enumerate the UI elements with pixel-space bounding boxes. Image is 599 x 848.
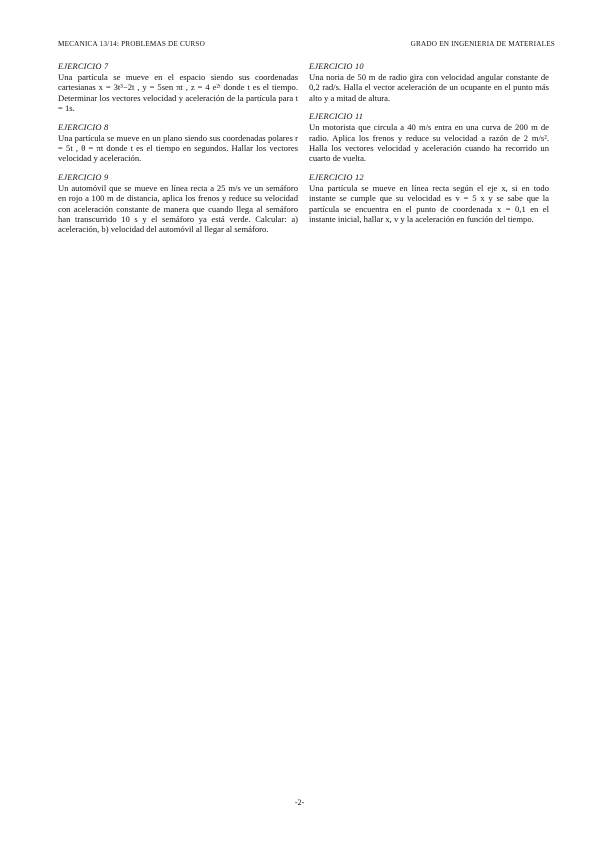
exercise-statement: Una partícula se mueve en el espacio siendo sus coordenadas cartesianas x = 3t³−2t , y = 5sen πt , z = 4 e²ᵗ donde t es el tiempo. Determinar los vectores velocidad y aceleración de la partícula para t = 1s. <box>58 72 298 114</box>
exercise-12 <box>309 173 549 225</box>
exercise-9 <box>58 173 298 235</box>
degree-title: GRADO EN INGENIERIA DE MATERIALES <box>410 40 555 48</box>
course-title: MECANICA 13/14: PROBLEMAS DE CURSO <box>58 40 205 48</box>
exercise-11 <box>309 112 549 164</box>
exercise-statement: Una partícula se mueve en línea recta según el eje x, si en todo instante se cumple que su velocidad es v = 5 x y se sabe que la partícula se encuentra en el punto de coordenada x = 0,1 en el instante inicial, hallar x, v y la aceleración en función del tiempo. <box>309 182 549 225</box>
exercise-statement: Una noria de 50 m de radio gira con velocidad angular constante de 0,2 rad/s. Halla el vector aceleración de un ocupante en el punto más alto y a mitad de altura. <box>309 72 549 103</box>
exercise-statement: Un motorista que circula a 40 m/s entra en una curva de 200 m de radio. Aplica los frenos y reduce su velocidad a razón de 2 m/s². Halla los vectores velocidad y aceleración cuando ha recorrido un cuarto de vuelta. <box>309 122 549 164</box>
exercise-statement: Una partícula se mueve en un plano siendo sus coordenadas polares r = 5t , θ = πt donde t es el tiempo en segundos. Hallar los vectores velocidad y aceleración. <box>58 132 298 164</box>
exercise-title: EJERCICIO 8 <box>58 122 109 132</box>
exercise-8 <box>58 123 298 164</box>
page-header <box>58 40 555 52</box>
page-number: -2- <box>294 798 305 807</box>
left-column <box>58 62 298 244</box>
exercise-title: EJERCICIO 11 <box>309 112 364 122</box>
exercise-title: EJERCICIO 7 <box>58 62 109 71</box>
exercise-statement: Un automóvil que se mueve en línea recta a 25 m/s ve un semáforo en rojo a 100 m de distancia, aplica los frenos y reduce su velocidad con aceleración constante de manera que cuando llega al semáforo han transcurrido 10 s y el semáforo ya está verde. Calcular: a) aceleración, b) velocidad del automóvil al llegar al semáforo. <box>58 182 298 235</box>
exercise-title: EJERCICIO 9 <box>58 172 109 182</box>
exercise-title: EJERCICIO 12 <box>309 172 364 182</box>
exercise-title: EJERCICIO 10 <box>309 62 364 71</box>
exercise-10 <box>309 62 549 103</box>
exercise-7 <box>58 62 298 114</box>
right-column <box>309 62 549 233</box>
